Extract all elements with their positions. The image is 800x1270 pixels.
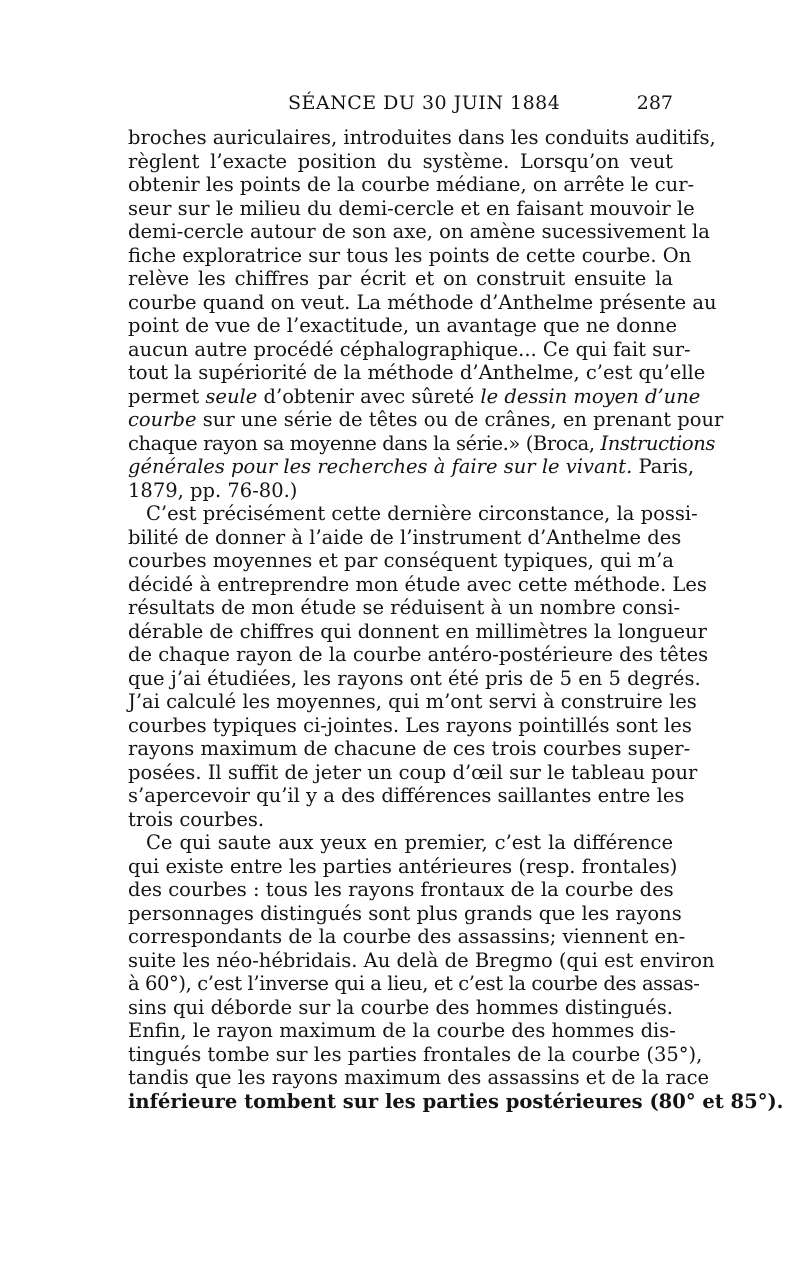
text-line: bilité de donner à l’aide de l’instrument d’Anthelme des bbox=[128, 525, 682, 549]
text-line: tout la supériorité de la méthode d’Anthelme, c’est qu’elle bbox=[128, 361, 706, 384]
text-line: suite les néo-hébridais. Au delà de Bregmo (qui est environ bbox=[128, 948, 715, 972]
text-line: règlent l’exacte position du système. Lorsqu’on veut bbox=[128, 149, 673, 173]
running-header bbox=[128, 92, 673, 122]
text-line: courbes typiques ci-jointes. Les rayons pointillés sont les bbox=[128, 713, 692, 737]
text-line: rayons maximum de chacune de ces trois courbes super- bbox=[128, 737, 691, 760]
text-line: C’est précisément cette dernière circonstance, la possi- bbox=[146, 502, 698, 525]
text-line: que j’ai étudiées, les rayons ont été pris de 5 en 5 degrés. bbox=[128, 666, 701, 690]
text-line: courbe quand on veut. La méthode d’Anthelme présente au bbox=[128, 290, 717, 314]
text-line: inférieure tombent sur les parties postérieures (80° et 85°). bbox=[128, 1089, 784, 1113]
text-line: courbes moyennes et par conséquent typiques, qui m’a bbox=[128, 549, 674, 572]
text-line: tandis que les rayons maximum des assassins et de la race bbox=[128, 1066, 710, 1089]
text-line: fiche exploratrice sur tous les points de cette courbe. On bbox=[128, 243, 692, 267]
text-line: relève les chiffres par écrit et on construit ensuite la bbox=[128, 267, 673, 290]
text-line: posées. Il suffit de jeter un coup d’œil sur le tableau pour bbox=[128, 760, 698, 784]
text-line: aucun autre procédé céphalographique... Ce qui fait sur- bbox=[128, 337, 691, 361]
text-line: 1879, pp. 76-80.) bbox=[128, 478, 298, 502]
header-title: SÉANCE DU 30 JUIN 1884 bbox=[288, 92, 561, 114]
italic-text: seule bbox=[205, 384, 258, 408]
text-line: trois courbes. bbox=[128, 807, 265, 831]
italic-text: courbe bbox=[128, 408, 197, 431]
body-text bbox=[128, 126, 784, 1113]
text-segment: sur une série de têtes ou de crânes, en prenant pour bbox=[196, 408, 724, 431]
text-segment: chaque rayon sa moyenne dans la série.» (Broca, bbox=[128, 431, 601, 455]
text-line: résultats de mon étude se réduisent à un nombre consi- bbox=[128, 596, 681, 619]
text-line: personnages distingués sont plus grands que les rayons bbox=[128, 901, 682, 925]
text-line: seur sur le milieu du demi-cercle et en faisant mouvoir le bbox=[128, 196, 695, 220]
text-segment: Paris, bbox=[632, 455, 695, 478]
text-line: obtenir les points de la courbe médiane, on arrête le cur- bbox=[128, 173, 695, 196]
text-line: décidé à entreprendre mon étude avec cette méthode. Les bbox=[128, 572, 707, 596]
text-line: sins qui déborde sur la courbe des hommes distingués. bbox=[128, 995, 673, 1019]
text-line: dérable de chiffres qui donnent en millimètres la longueur bbox=[128, 619, 707, 643]
text-line: s’apercevoir qu’il y a des différences saillantes entre les bbox=[128, 784, 685, 807]
text-line: de chaque rayon de la courbe antéro-postérieure des têtes bbox=[128, 643, 709, 666]
text-line: à 60°), c’est l’inverse qui a lieu, et c’est la courbe des assas- bbox=[128, 972, 700, 995]
text-line bbox=[128, 384, 701, 409]
text-line bbox=[128, 455, 695, 479]
text-line: demi-cercle autour de son axe, on amène sucessivement la bbox=[128, 220, 710, 243]
text-line: des courbes : tous les rayons frontaux de la courbe des bbox=[128, 878, 674, 901]
text-line: tingués tombe sur les parties frontales de la courbe (35°), bbox=[128, 1042, 703, 1066]
text-line: Ce qui saute aux yeux en premier, c’est la différence bbox=[146, 831, 673, 854]
text-line bbox=[128, 408, 724, 432]
text-line bbox=[128, 431, 715, 456]
text-segment: d’obtenir avec sûreté bbox=[257, 384, 481, 408]
text-line: qui existe entre les parties antérieures (resp. frontales) bbox=[128, 854, 678, 878]
italic-text: générales pour les recherches à faire sur le vivant. bbox=[128, 455, 633, 478]
text-segment: permet bbox=[128, 384, 206, 408]
text-line: point de vue de l’exactitude, un avantage que ne donne bbox=[128, 314, 677, 337]
italic-text: le dessin moyen d’une bbox=[480, 384, 701, 408]
page-number: 287 bbox=[636, 92, 673, 114]
text-line: J’ai calculé les moyennes, qui m’ont servi à construire les bbox=[128, 690, 697, 713]
text-line: Enfin, le rayon maximum de la courbe des hommes dis- bbox=[128, 1019, 676, 1042]
text-line: correspondants de la courbe des assassins; viennent en- bbox=[128, 925, 686, 948]
text-line: broches auriculaires, introduites dans les conduits auditifs, bbox=[128, 126, 716, 149]
italic-text: Instructions bbox=[600, 431, 715, 455]
